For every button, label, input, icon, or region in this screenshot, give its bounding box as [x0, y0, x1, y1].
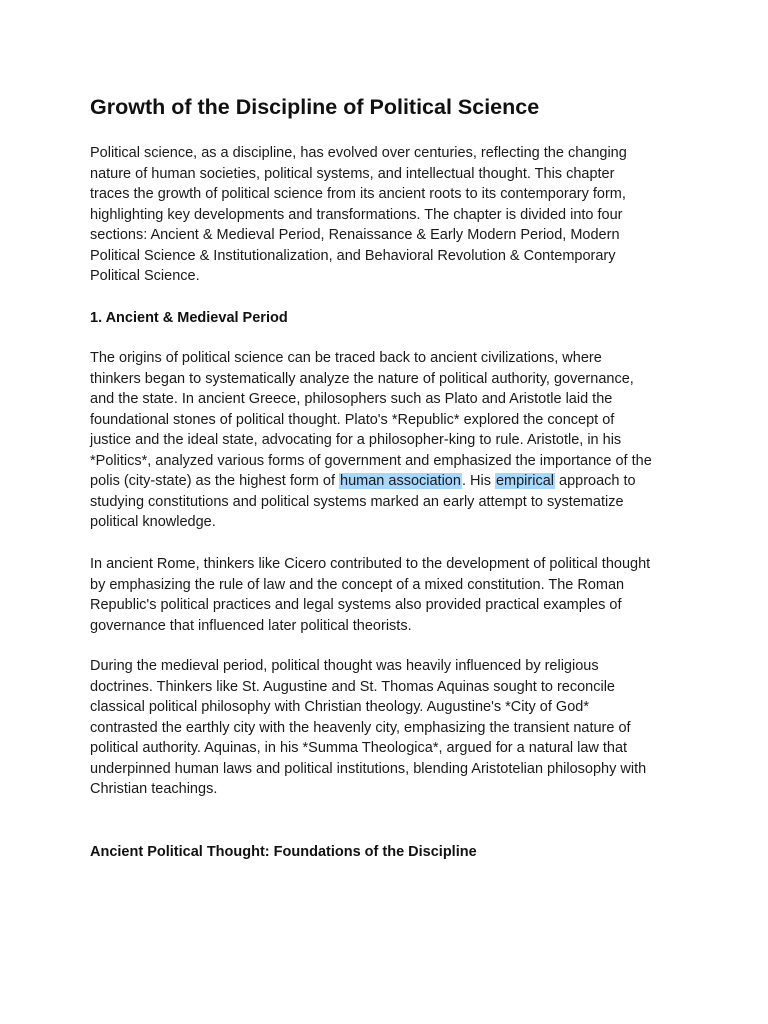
text-line: Political science, as a discipline, has evolved over centuries, reflecting the changing	[90, 145, 627, 161]
text-line: Political Science.	[90, 268, 200, 284]
highlight-empirical[interactable]: empirical	[495, 473, 554, 489]
paragraph-medieval	[90, 656, 682, 800]
text-line: Political Science & Institutionalization, and Behavioral Revolution & Contemporary	[90, 247, 616, 264]
text-line: by emphasizing the rule of law and the concept of a mixed constitution. The Roman	[90, 576, 625, 593]
text-line: During the medieval period, political thought was heavily influenced by religious	[90, 658, 599, 674]
text-line: justice and the ideal state, advocating for a philosopher-king to rule. Aristotle, in his	[90, 432, 622, 448]
paragraph-greece	[90, 348, 682, 533]
text-line: Republic's political practices and legal systems also provided practical examples of	[90, 597, 622, 613]
page-title: Growth of the Discipline of Political Science	[90, 95, 540, 119]
text-fragment: approach to	[554, 473, 636, 489]
intro-paragraph	[90, 143, 682, 287]
text-line: thinkers began to systematically analyze the nature of political authority, governance,	[90, 370, 634, 387]
text-line-highlighted	[90, 471, 682, 492]
text-line: sections: Ancient & Medieval Period, Renaissance & Early Modern Period, Modern	[90, 227, 620, 243]
text-line: governance that influenced later political theorists.	[90, 617, 412, 634]
text-fragment: . His	[461, 473, 495, 489]
text-line: and the state. In ancient Greece, philosophers such as Plato and Aristotle laid the	[90, 391, 613, 407]
text-line: The origins of political science can be traced back to ancient civilizations, where	[90, 350, 602, 366]
text-line: Christian teachings.	[90, 781, 218, 797]
section-heading-ancient-medieval: 1. Ancient & Medieval Period	[90, 310, 288, 326]
text-line: doctrines. Thinkers like St. Augustine and St. Thomas Aquinas sought to reconcile	[90, 678, 615, 695]
text-line: traces the growth of political science from its ancient roots to its contemporary form,	[90, 186, 626, 202]
text-line: nature of human societies, political systems, and intellectual thought. This chapter	[90, 165, 615, 182]
highlight-human-association[interactable]: human association	[340, 473, 461, 489]
text-line: *Politics*, analyzed various forms of government and emphasized the importance of the	[90, 452, 652, 469]
text-line: political authority. Aquinas, in his *Summa Theologica*, argued for a natural law that	[90, 740, 628, 756]
text-line: political knowledge.	[90, 514, 216, 530]
text-line: contrasted the earthly city with the heavenly city, emphasizing the transient nature of	[90, 719, 631, 736]
text-line: classical political philosophy with Christian theology. Augustine's *City of God*	[90, 699, 589, 715]
text-line: underpinned human laws and political institutions, blending Aristotelian philosophy with	[90, 760, 647, 777]
text-line: studying constitutions and political systems marked an early attempt to systematize	[90, 493, 624, 510]
paragraph-rome	[90, 554, 682, 636]
text-line: In ancient Rome, thinkers like Cicero contributed to the development of political thought	[90, 556, 651, 572]
text-line: highlighting key developments and transformations. The chapter is divided into four	[90, 206, 623, 223]
text-line: foundational stones of political thought. Plato's *Republic* explored the concept of	[90, 411, 615, 428]
text-fragment: polis (city-state) as the highest form of	[90, 473, 340, 489]
section-heading-ancient-political-thought: Ancient Political Thought: Foundations of the Discipline	[90, 844, 477, 860]
